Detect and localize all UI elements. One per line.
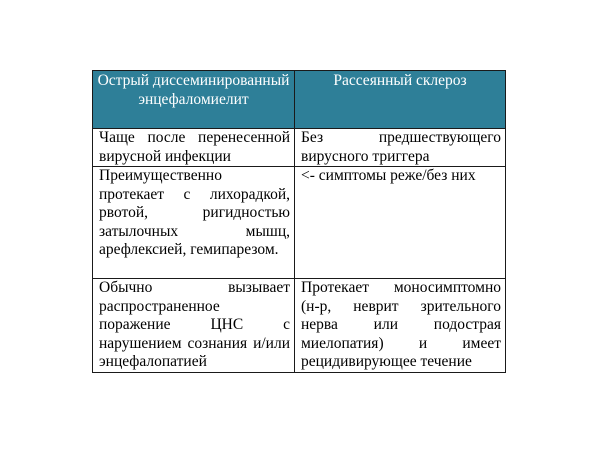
header-ms: Рассеянный склероз [295, 71, 506, 129]
cell-adem-symptoms: Преимущественно протекает с лихорадкой, рвотой, ригидностью затылочных мышц, арефлексией, гемипарезом. [93, 167, 295, 279]
comparison-table [92, 70, 506, 373]
table-row [93, 279, 506, 373]
table-row [93, 129, 506, 167]
cell-ms-course: Протекает моносимптомно (н-р, неврит зрительного нерва или подострая миелопатия) и имеет рецидивирующее течение [295, 279, 506, 373]
cell-adem-lesions: Обычно вызывает распространенное поражение ЦНС с нарушением сознания и/или энцефалопатией [93, 279, 295, 373]
header-row [93, 71, 506, 129]
cell-ms-trigger: Без предшествующего вирусного триггера [295, 129, 506, 167]
header-adem: Острый диссеминированный энцефаломиелит [93, 71, 295, 129]
table-header [93, 71, 506, 129]
table-row [93, 167, 506, 279]
table-body [93, 129, 506, 373]
cell-adem-trigger: Чаще после перенесенной вирусной инфекции [93, 129, 295, 167]
cell-ms-symptoms: <- симптомы реже/без них [295, 167, 506, 279]
